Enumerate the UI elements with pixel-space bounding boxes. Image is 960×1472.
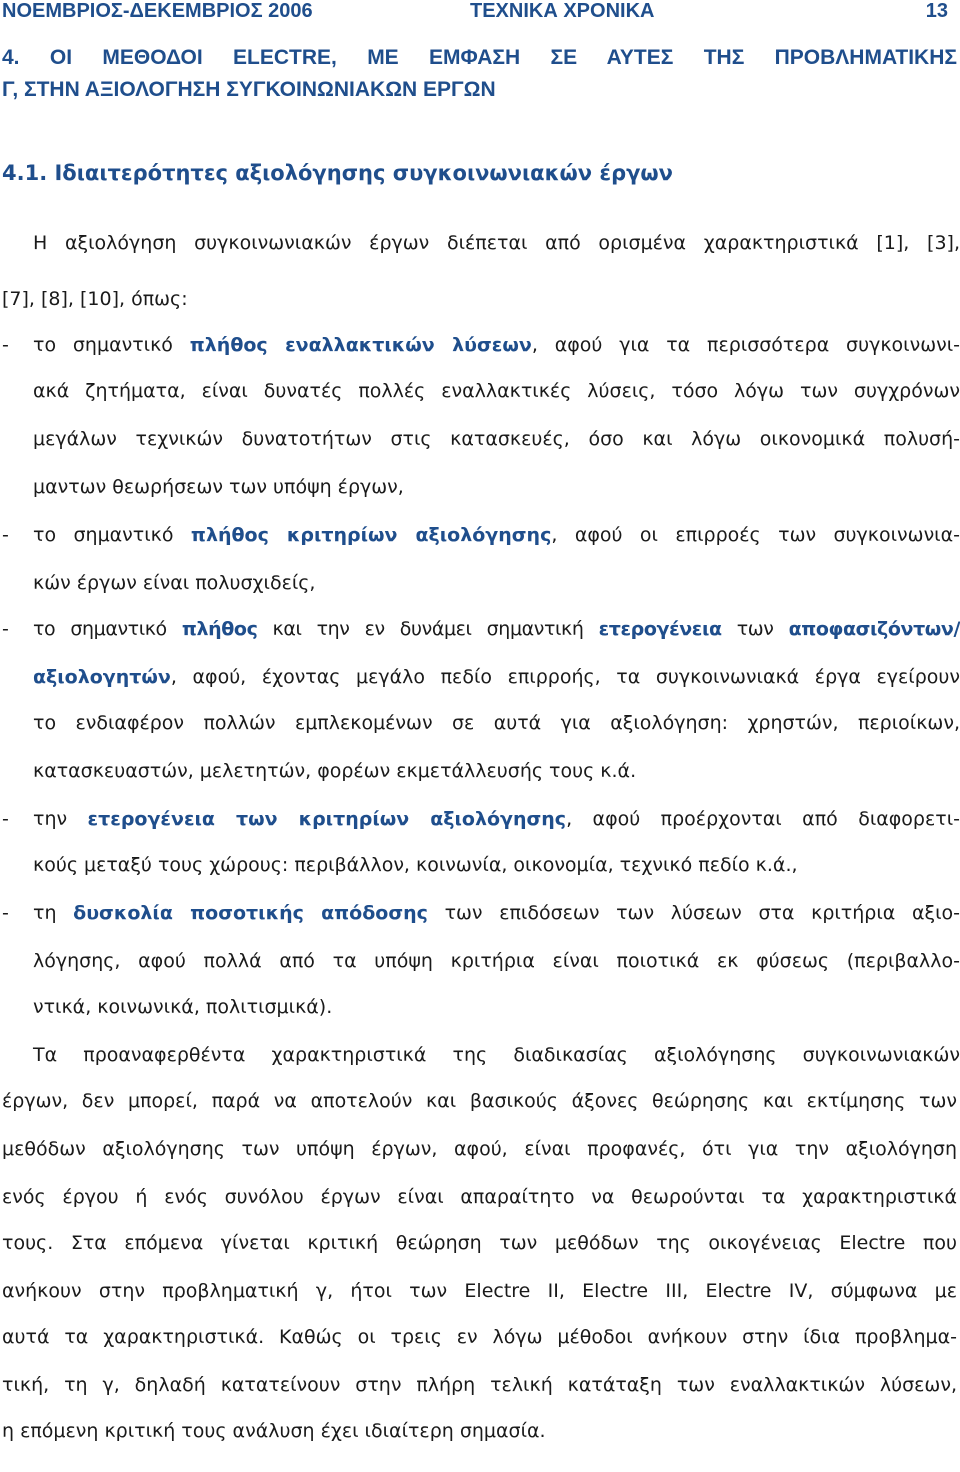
- text-run: , αφού, έχοντας μεγάλο πεδίο επιρροής, τα συγκοινωνιακά έργα εγείρουν: [170, 666, 960, 688]
- paragraph-line-5: τους. Στα επόμενα γίνεται κριτική θεώρηση των μεθόδων της οικογένειας Electre που: [2, 1232, 957, 1254]
- section-title-line-1: 4. ΟΙ ΜΕΘΟΔΟΙ ELECTRE, ΜΕ ΕΜΦΑΣΗ ΣΕ ΑΥΤΕΣ ΤΗΣ ΠΡΟΒΛΗΜΑΤΙΚΗΣ: [2, 46, 957, 69]
- text-run: των επιδόσεων των λύσεων στα κριτήρια αξιο-: [427, 902, 960, 924]
- text-run: και την εν δυνάμει σημαντική: [257, 618, 599, 640]
- paragraph-line-9: η επόμενη κριτική τους ανάλυση έχει ιδιαίτερη σημασία.: [2, 1420, 546, 1442]
- text-run: το σημαντικό: [33, 334, 190, 356]
- bullet-dash: -: [2, 902, 9, 924]
- text-run: τη: [33, 902, 74, 924]
- paragraph-line-8: τική, τη γ, δηλαδή κατατείνουν στην πλήρη τελική κατάταξη των εναλλακτικών λύσεων,: [2, 1374, 957, 1396]
- bullet-3-line-3: το ενδιαφέρον πολλών εμπλεκομένων σε αυτά για αξιολόγηση: χρηστών, περιοίκων,: [33, 712, 960, 734]
- paragraph-line-6: ανήκουν στην προβληματική γ, ήτοι των Electre II, Electre III, Electre IV, σύμφωνα με: [2, 1280, 957, 1302]
- paragraph-line-3: μεθόδων αξιολόγησης των υπόψη έργων, αφού, είναι προφανές, ότι για την αξιολόγηση: [2, 1138, 957, 1160]
- section-title-line-2: Γ, ΣΤΗΝ ΑΞΙΟΛΟΓΗΣΗ ΣΥΓΚΟΙΝΩΝΙΑΚΩΝ ΕΡΓΩΝ: [2, 78, 496, 101]
- subsection-title: 4.1. Ιδιαιτερότητες αξιολόγησης συγκοινωνιακών έργων: [2, 161, 673, 185]
- bullet-1-line-3: μεγάλων τεχνικών δυνατοτήτων στις κατασκευές, όσο και λόγω οικονομικά πολυσή-: [33, 428, 960, 450]
- paragraph-line-2: έργων, δεν μπορεί, παρά να αποτελούν και βασικούς άξονες θεώρησης και εκτίμησης των: [2, 1090, 957, 1112]
- keyword: αξιολογητών: [33, 666, 171, 688]
- bullet-dash: -: [2, 334, 9, 356]
- keyword: δυσκολία ποσοτικής απόδοσης: [73, 902, 428, 924]
- text-run: , αφού προέρχονται από διαφορετι-: [566, 808, 960, 830]
- keyword: αποφασιζόντων/: [788, 618, 960, 640]
- keyword: πλήθος εναλλακτικών λύσεων: [189, 334, 532, 356]
- bullet-1-line-4: μαντων θεωρήσεων των υπόψη έργων,: [33, 476, 404, 498]
- text-run: , αφού για τα περισσότερα συγκοινωνι-: [531, 334, 960, 356]
- bullet-dash: -: [2, 524, 9, 546]
- text-run: το σημαντικό: [33, 524, 191, 546]
- bullet-1-line-2: ακά ζητήματα, είναι δυνατές πολλές εναλλακτικές λύσεις, τόσο λόγω των συγχρόνων: [33, 380, 960, 402]
- paragraph-line-4: ενός έργου ή ενός συνόλου έργων είναι απαραίτητο να θεωρούνται τα χαρακτηριστικά: [2, 1186, 957, 1208]
- running-header: [0, 0, 960, 26]
- bullet-2-line-2: κών έργων είναι πολυσχιδείς,: [33, 572, 316, 594]
- bullet-dash: -: [2, 808, 9, 830]
- header-page-number: 13: [925, 0, 948, 22]
- section-title: [2, 42, 957, 106]
- header-date: ΝΟΕΜΒΡΙΟΣ-ΔΕΚΕΜΒΡΙΟΣ 2006: [2, 0, 313, 22]
- text-run: το σημαντικό: [33, 618, 182, 640]
- text-run: την: [33, 808, 88, 830]
- keyword: ετερογένεια: [598, 618, 722, 640]
- bullet-5-line-2: λόγησης, αφού πολλά από τα υπόψη κριτήρια είναι ποιοτικά εκ φύσεως (περιβαλλο-: [33, 950, 960, 972]
- paragraph-line-7: αυτά τα χαρακτηριστικά. Καθώς οι τρεις εν λόγω μέθοδοι ανήκουν στην ίδια προβλημα-: [2, 1326, 957, 1348]
- bullet-dash: -: [2, 618, 9, 640]
- intro-line-2: [7], [8], [10], όπως:: [2, 288, 188, 310]
- intro-line-1: Η αξιολόγηση συγκοινωνιακών έργων διέπεται από ορισμένα χαρακτηριστικά [1], [3],: [33, 232, 960, 254]
- bullet-5-line-3: ντικά, κοινωνικά, πολιτισμικά).: [33, 996, 333, 1018]
- keyword: πλήθος κριτηρίων αξιολόγησης: [190, 524, 552, 546]
- bullet-4-line-2: κούς μεταξύ τους χώρους: περιβάλλον, κοινωνία, οικονομία, τεχνικό πεδίο κ.ά.,: [33, 854, 798, 876]
- text-run: των: [721, 618, 789, 640]
- bullet-3-line-4: κατασκευαστών, μελετητών, φορέων εκμετάλλευσής τους κ.ά.: [33, 760, 637, 782]
- text-run: , αφού οι επιρροές των συγκοινωνια-: [551, 524, 960, 546]
- paragraph-line-1: Τα προαναφερθέντα χαρακτηριστικά της διαδικασίας αξιολόγησης συγκοινωνιακών: [33, 1044, 960, 1066]
- keyword: ετερογένεια των κριτηρίων αξιολόγησης: [87, 808, 567, 830]
- keyword: πλήθος: [181, 618, 258, 640]
- header-journal: ΤΕΧΝΙΚΑ ΧΡΟΝΙΚΑ: [470, 0, 655, 22]
